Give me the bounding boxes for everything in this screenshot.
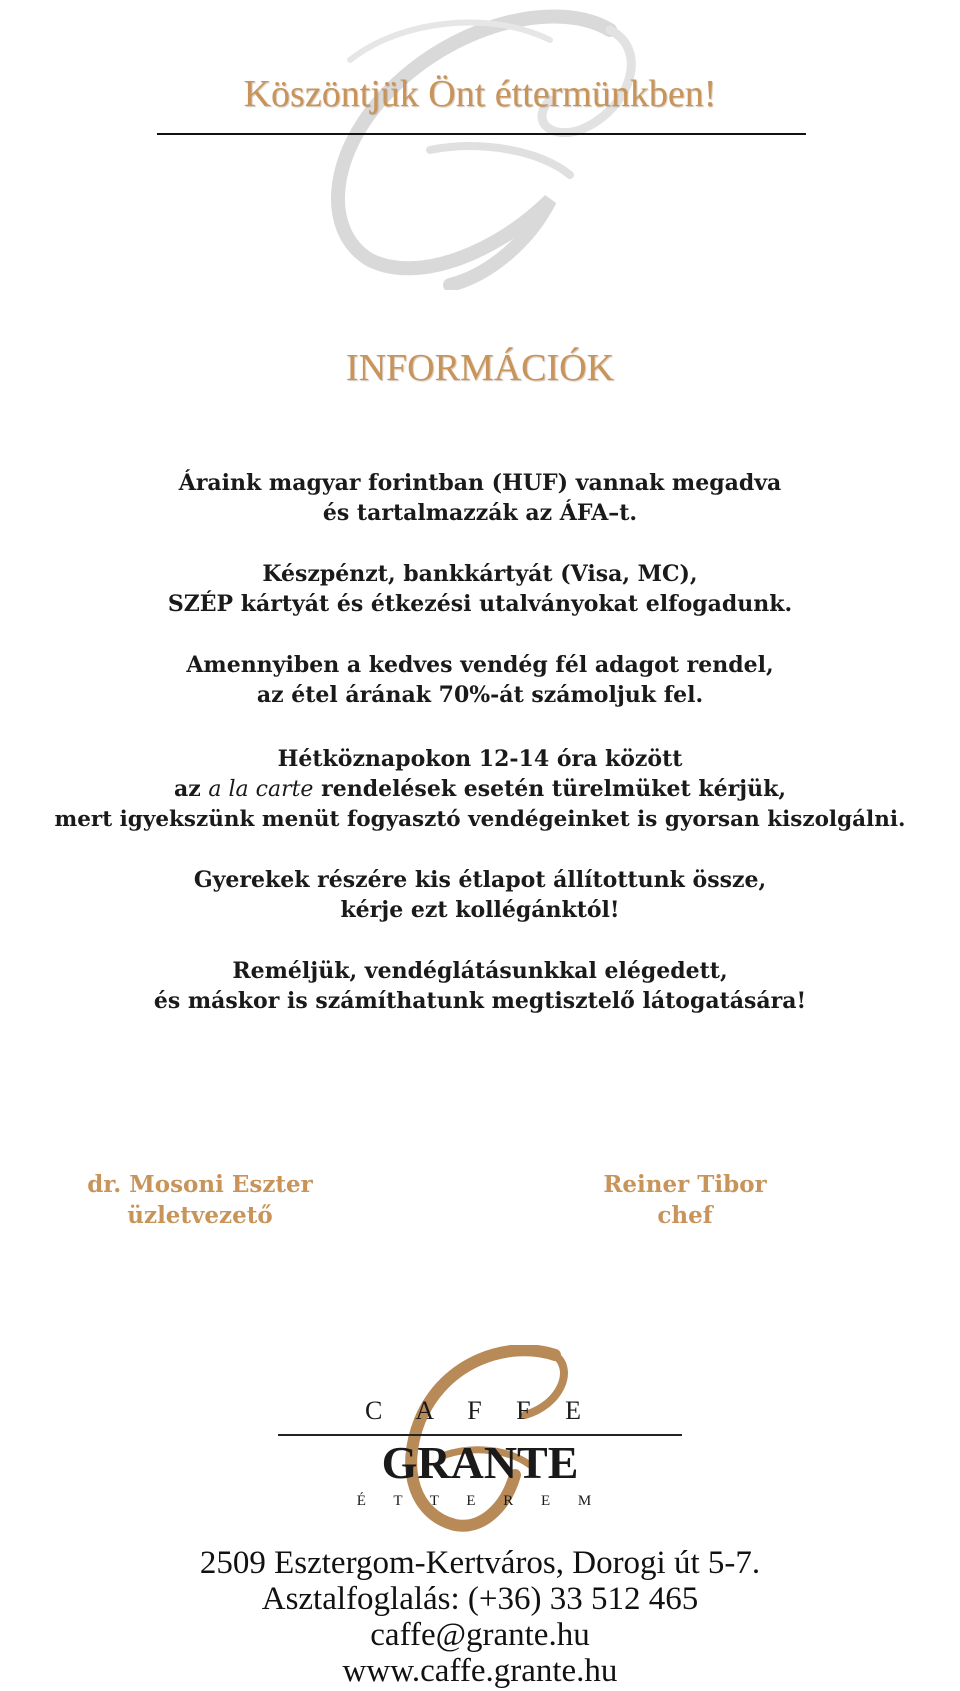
caffe-grante-logo (270, 1345, 690, 1535)
info-line: mert igyekszünk menüt fogyasztó vendégeinket is gyorsan kiszolgálni. (54, 807, 906, 832)
info-line (0, 774, 960, 805)
info-line: Hétköznapokon 12-14 óra között (277, 746, 683, 772)
contact-phone: Asztalfoglalás: (+36) 33 512 465 (261, 1581, 699, 1617)
contact-address: 2509 Esztergom-Kertváros, Dorogi út 5-7. (199, 1545, 761, 1581)
signature-chef (560, 1169, 810, 1231)
greeting-heading: Köszöntjük Önt éttermünkben! (243, 73, 717, 115)
g-monogram-watermark-icon (310, 0, 690, 290)
signature-role: üzletvezető (127, 1202, 273, 1229)
signature-name: dr. Mosoni Eszter (87, 1171, 313, 1198)
info-paragraph-children (0, 865, 960, 925)
section-title: INFORMÁCIÓK (345, 347, 615, 389)
logo-grante-text: GRANTE (381, 1437, 579, 1488)
info-paragraph-payment (0, 559, 960, 619)
info-line: az étel árának 70%-át számoljuk fel. (256, 682, 704, 708)
contact-email: caffe@grante.hu (370, 1617, 590, 1653)
info-paragraph-weekday (0, 744, 960, 835)
info-line: Reméljük, vendéglátásunkkal elégedett, (232, 958, 728, 984)
info-paragraph-half-portion (0, 650, 960, 710)
info-line: és máskor is számíthatunk megtisztelő látogatására! (153, 988, 807, 1014)
greeting-divider (157, 133, 806, 135)
info-paragraph-thanks (0, 956, 960, 1016)
info-line: Amennyiben a kedves vendég fél adagot rendel, (186, 652, 774, 678)
signature-name: Reiner Tibor (603, 1171, 767, 1198)
signature-role: chef (657, 1202, 713, 1229)
info-line: Gyerekek részére kis étlapot állítottunk össze, (193, 867, 767, 893)
info-line: Áraink magyar forintban (HUF) vannak megadva (178, 470, 782, 496)
info-line: és tartalmazzák az ÁFA–t. (322, 500, 638, 526)
logo-caffe-text: C A F F E (364, 1396, 596, 1425)
logo-etterem-text: É T T E R E M (356, 1493, 604, 1509)
signature-manager (60, 1169, 340, 1231)
contact-block (0, 1545, 960, 1689)
a-la-carte-text: a la carte (208, 777, 314, 802)
contact-web: www.caffe.grante.hu (342, 1653, 618, 1689)
info-line-part: az (173, 776, 209, 802)
info-line: kérje ezt kollégánktól! (340, 897, 620, 923)
info-line: Készpénzt, bankkártyát (Visa, MC), (262, 561, 698, 587)
info-line-part: rendelések esetén türelmüket kérjük, (313, 776, 787, 802)
info-line: SZÉP kártyát és étkezési utalványokat elfogadunk. (167, 591, 793, 617)
info-paragraph-prices (0, 468, 960, 528)
